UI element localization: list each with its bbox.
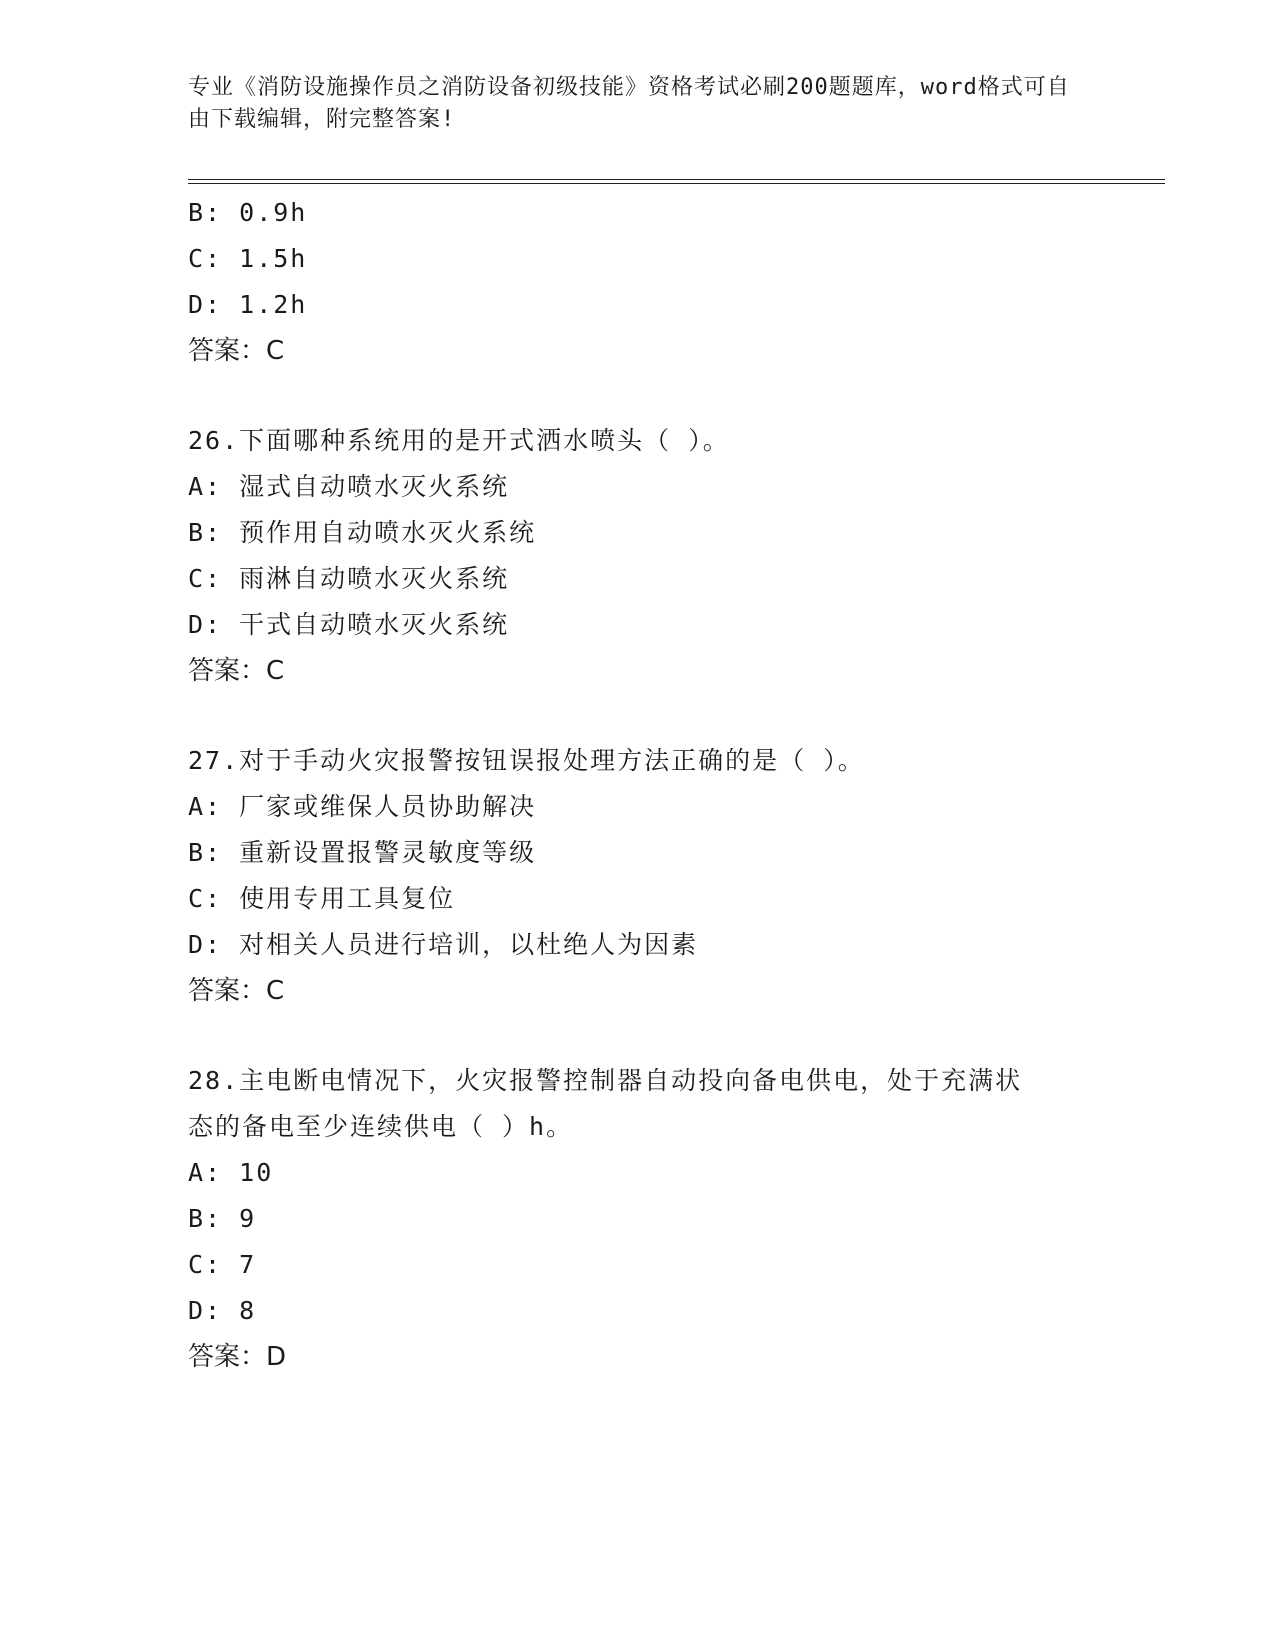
option-d: D: 1.2h	[188, 290, 308, 319]
option-c: C: 雨淋自动喷水灭火系统	[188, 564, 510, 593]
question-content	[188, 190, 1088, 1380]
header-divider-bottom	[188, 183, 1165, 184]
option-d: D: 8	[188, 1296, 257, 1325]
option-c: C: 使用专用工具复位	[188, 884, 456, 913]
question-stem-line-2: 态的备电至少连续供电（ ）h。	[188, 1112, 574, 1141]
question-27	[188, 738, 1088, 1014]
answer-line: 答案：C	[188, 336, 285, 366]
option-c: C: 7	[188, 1250, 257, 1279]
option-b: B: 9	[188, 1204, 257, 1233]
header-divider-top	[188, 179, 1165, 180]
question-stem: 26.下面哪种系统用的是开式洒水喷头（ ）。	[188, 426, 730, 455]
option-a: A: 厂家或维保人员协助解决	[188, 792, 537, 821]
option-d: D: 干式自动喷水灭火系统	[188, 610, 510, 639]
option-c: C: 1.5h	[188, 244, 308, 273]
answer-line: 答案：C	[188, 656, 285, 686]
question-stem-line-1: 28.主电断电情况下，火灾报警控制器自动投向备电供电，处于充满状	[188, 1066, 1023, 1095]
option-a: A: 湿式自动喷水灭火系统	[188, 472, 510, 501]
question-stem: 27.对于手动火灾报警按钮误报处理方法正确的是（ ）。	[188, 746, 865, 775]
prev-question-block	[188, 190, 1088, 374]
option-b: B: 重新设置报警灵敏度等级	[188, 838, 537, 867]
answer-line: 答案：C	[188, 976, 285, 1006]
question-26	[188, 418, 1088, 694]
question-28	[188, 1058, 1088, 1380]
option-d: D: 对相关人员进行培训，以杜绝人为因素	[188, 930, 699, 959]
document-header: 专业《消防设施操作员之消防设备初级技能》资格考试必刷200题题库，word格式可自由下载编辑，附完整答案!	[188, 75, 1070, 132]
option-b: B: 0.9h	[188, 198, 308, 227]
option-a: A: 10	[188, 1158, 274, 1187]
option-b: B: 预作用自动喷水灭火系统	[188, 518, 537, 547]
answer-line: 答案：D	[188, 1342, 287, 1372]
